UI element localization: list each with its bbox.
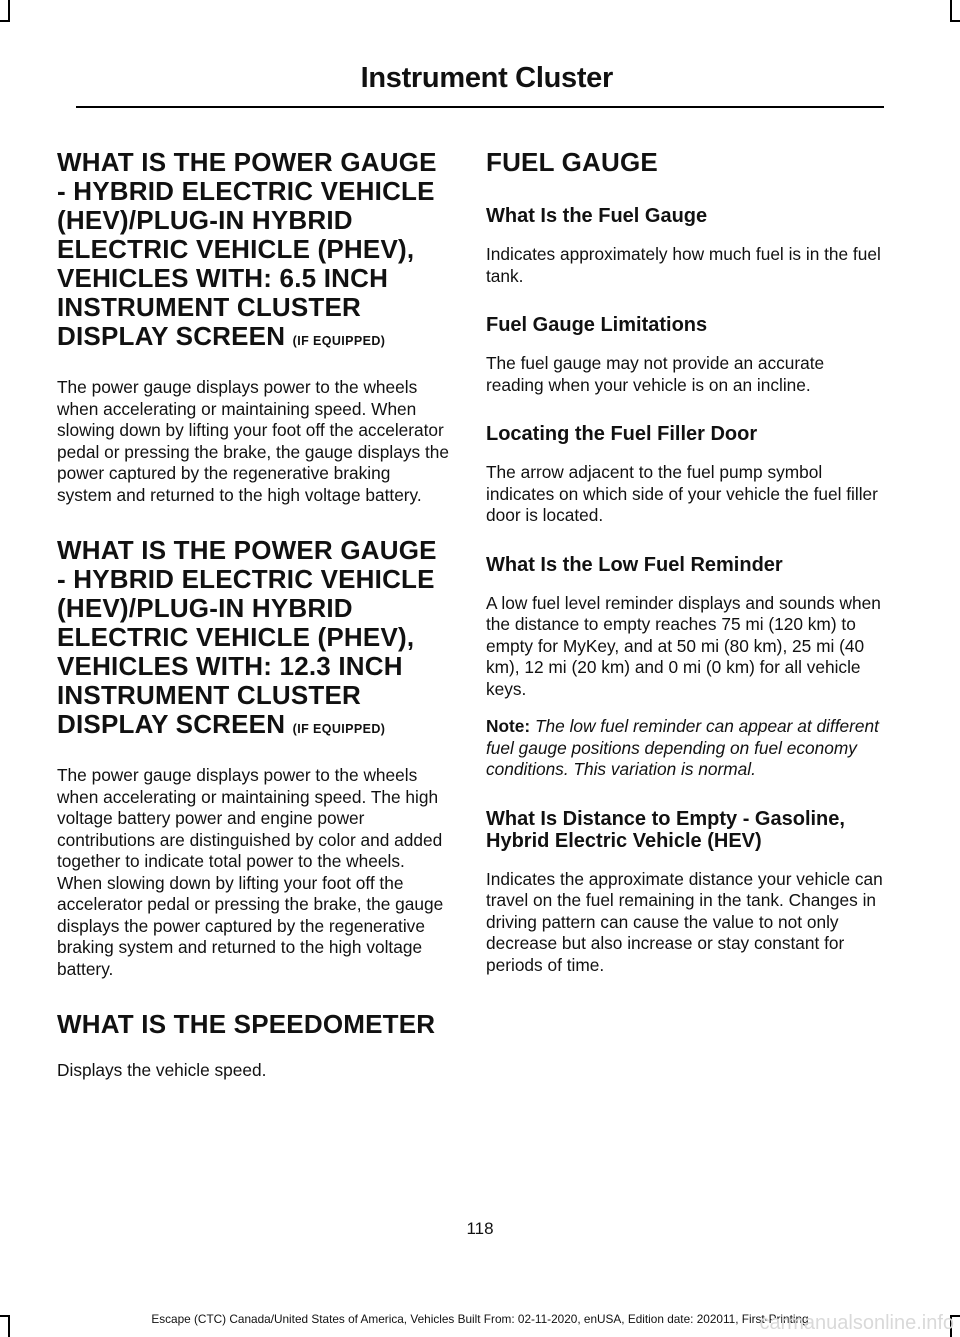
heading-line: VEHICLES WITH: 6.5 INCH [57, 263, 389, 293]
heading-line: ELECTRIC VEHICLE (PHEV), [57, 234, 415, 264]
left-column [57, 148, 449, 1082]
section-body-power-gauge-12in: The power gauge displays power to the wheels when accelerating or maintaining speed. The high voltage battery power and engine power contributions are distinguished by color and added together to indicate total power to the wheels. When slowing down by lifting your foot off the accelerator pedal or pressing the brake, the gauge displays the power captured by the regenerative braking system and returned to the high voltage battery. [57, 765, 444, 979]
subheading-distance-to-empty: What Is Distance to Empty - Gasoline, Hybrid Electric Vehicle (HEV) [486, 807, 845, 852]
right-column [486, 148, 886, 976]
watermark: carmanualsonline.info [759, 1312, 954, 1334]
note-text: The low fuel reminder can appear at different fuel gauge positions depending on fuel economy conditions. This variation is normal. [486, 716, 879, 779]
page-number: 118 [466, 1219, 494, 1238]
body-what-is-fuel-gauge: Indicates approximately how much fuel is in the fuel tank. [486, 244, 881, 286]
section-heading-speedometer: WHAT IS THE SPEEDOMETER [57, 1009, 436, 1039]
section-body-speedometer: Displays the vehicle speed. [57, 1060, 267, 1080]
heading-line: (HEV)/PLUG-IN HYBRID [57, 593, 353, 623]
crop-mark [950, 20, 960, 22]
header-divider [76, 106, 884, 108]
note-low-fuel [486, 716, 886, 781]
crop-mark [950, 0, 952, 22]
note-label: Note: [486, 716, 531, 736]
page-footer: Escape (CTC) Canada/United States of America, Vehicles Built From: 02-11-2020, enUSA, Edition date: 202011, First-Printing [151, 1312, 809, 1326]
crop-mark [8, 0, 10, 22]
section-heading-fuel-gauge: FUEL GAUGE [486, 147, 658, 177]
heading-line: VEHICLES WITH: 12.3 INCH [57, 651, 403, 681]
crop-mark [0, 20, 10, 22]
heading-line: INSTRUMENT CLUSTER [57, 680, 362, 710]
body-fuel-gauge-limitations: The fuel gauge may not provide an accurate reading when your vehicle is on an incline. [486, 353, 825, 395]
body-fuel-filler-door: The arrow adjacent to the fuel pump symbol indicates on which side of your vehicle the fuel filler door is located. [486, 462, 878, 525]
subheading-fuel-gauge-limitations: Fuel Gauge Limitations [486, 314, 708, 336]
heading-line: INSTRUMENT CLUSTER [57, 292, 362, 322]
section-heading-power-gauge-6in [57, 148, 449, 356]
heading-line: DISPLAY SCREEN [57, 321, 286, 351]
body-low-fuel-reminder: A low fuel level reminder displays and sounds when the distance to empty reaches 75 mi (120 km) to empty for MyKey, and at 50 mi (80 km), 25 mi (40 km), 12 mi (20 km) and 0 mi (0 km) for all vehicle keys. [486, 592, 881, 699]
heading-line: - HYBRID ELECTRIC VEHICLE [57, 564, 435, 594]
heading-line: WHAT IS THE POWER GAUGE [57, 535, 437, 565]
heading-line: (HEV)/PLUG-IN HYBRID [57, 205, 353, 235]
subheading-what-is-fuel-gauge: What Is the Fuel Gauge [486, 205, 708, 227]
body-distance-to-empty: Indicates the approximate distance your vehicle can travel on the fuel remaining in the tank. Changes in driving pattern can cause the value to not only decrease but also increase or stay constant for periods of time. [486, 868, 883, 975]
subheading-low-fuel-reminder: What Is the Low Fuel Reminder [486, 553, 783, 576]
section-body-power-gauge-6in: The power gauge displays power to the wheels when accelerating or maintaining speed. When slowing down by lifting your foot off the accelerator pedal or pressing the brake, the gauge displays the power captured by the regenerative braking system and returned to the high voltage battery. [57, 377, 449, 505]
if-equipped-label: (IF EQUIPPED) [292, 334, 386, 348]
heading-line: DISPLAY SCREEN [57, 709, 286, 739]
heading-line: WHAT IS THE POWER GAUGE [57, 147, 437, 177]
subheading-fuel-filler-door: Locating the Fuel Filler Door [486, 423, 758, 445]
page-header-title: Instrument Cluster [360, 62, 613, 94]
heading-line: - HYBRID ELECTRIC VEHICLE [57, 176, 435, 206]
heading-line: ELECTRIC VEHICLE (PHEV), [57, 622, 415, 652]
if-equipped-label: (IF EQUIPPED) [292, 722, 386, 736]
section-heading-power-gauge-12in [57, 536, 449, 744]
